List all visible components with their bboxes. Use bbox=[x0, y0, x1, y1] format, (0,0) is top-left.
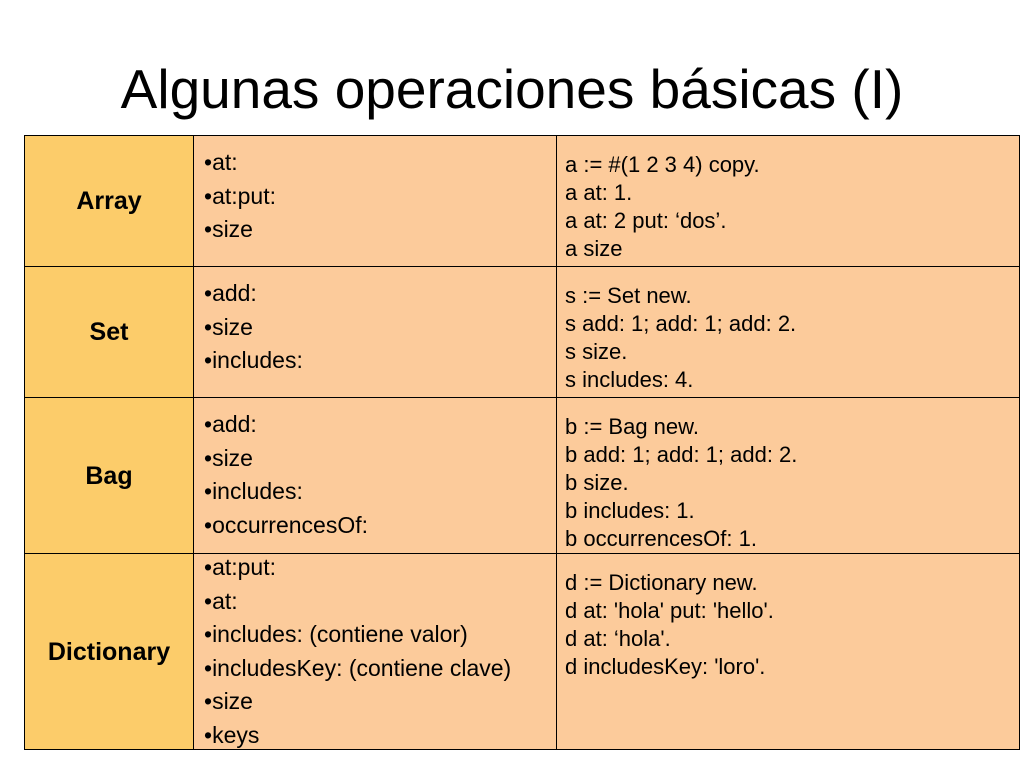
code-line: s add: 1; add: 1; add: 2. bbox=[565, 311, 797, 336]
table-row-dictionary bbox=[25, 554, 1020, 750]
example-cell bbox=[557, 136, 1020, 267]
example-cell bbox=[557, 554, 1020, 750]
code-line: b add: 1; add: 1; add: 2. bbox=[565, 442, 798, 467]
list-item: • keys bbox=[204, 719, 511, 753]
code-line: d includesKey: 'loro'. bbox=[565, 654, 766, 679]
code-line: a := #(1 2 3 4) copy. bbox=[565, 152, 760, 177]
example-cell bbox=[557, 267, 1020, 398]
list-item: • at: bbox=[204, 585, 511, 619]
list-item: • size bbox=[204, 442, 548, 476]
list-item: • includesKey: (contiene clave) bbox=[204, 652, 511, 686]
messages-list bbox=[194, 136, 556, 247]
list-item: • add: bbox=[204, 277, 548, 311]
list-item: • includes: bbox=[204, 475, 548, 509]
code-line: s := Set new. bbox=[565, 283, 692, 308]
list-item: • add: bbox=[204, 408, 548, 442]
example-code bbox=[557, 554, 1019, 681]
list-item: • at: bbox=[204, 146, 548, 180]
code-line: s includes: 4. bbox=[565, 367, 694, 392]
code-line: d at: 'hola' put: 'hello'. bbox=[565, 598, 774, 623]
example-code bbox=[557, 398, 1019, 553]
code-line: s size. bbox=[565, 339, 628, 364]
list-item: • includes: bbox=[204, 344, 548, 378]
messages-cell bbox=[194, 267, 557, 398]
code-line: a size bbox=[565, 236, 623, 261]
messages-list bbox=[194, 398, 556, 542]
messages-cell bbox=[194, 136, 557, 267]
code-line: a at: 1. bbox=[565, 180, 633, 205]
list-item: • size bbox=[204, 685, 511, 719]
example-code bbox=[557, 267, 1019, 394]
list-item: • at:put: bbox=[204, 551, 511, 585]
list-item: • includes: (contiene valor) bbox=[204, 618, 511, 652]
messages-cell bbox=[194, 554, 557, 750]
code-line: b := Bag new. bbox=[565, 414, 699, 439]
example-code bbox=[557, 136, 1019, 263]
messages-list bbox=[194, 267, 556, 378]
class-name-cell: Bag bbox=[25, 398, 194, 554]
list-item: • size bbox=[204, 213, 548, 247]
code-line: b occurrencesOf: 1. bbox=[565, 526, 757, 551]
slide-title: Algunas operaciones básicas (I) bbox=[120, 58, 904, 120]
table-row-bag bbox=[25, 398, 1020, 554]
code-line: a at: 2 put: ‘dos’. bbox=[565, 208, 727, 233]
list-item: • at:put: bbox=[204, 180, 548, 214]
example-cell bbox=[557, 398, 1020, 554]
list-item: • occurrencesOf: bbox=[204, 509, 548, 543]
messages-cell bbox=[194, 398, 557, 554]
operations-table bbox=[24, 135, 1020, 750]
list-item: • size bbox=[204, 311, 548, 345]
class-name-cell: Array bbox=[25, 136, 194, 267]
code-line: b includes: 1. bbox=[565, 498, 695, 523]
code-line: d at: ‘hola'. bbox=[565, 626, 671, 651]
table-row-set bbox=[25, 267, 1020, 398]
class-name-cell: Set bbox=[25, 267, 194, 398]
messages-list bbox=[194, 541, 519, 752]
code-line: b size. bbox=[565, 470, 629, 495]
class-name-text: Dictionary bbox=[47, 637, 171, 666]
code-line: d := Dictionary new. bbox=[565, 570, 758, 595]
class-name-cell bbox=[25, 554, 194, 750]
table-row-array bbox=[25, 136, 1020, 267]
